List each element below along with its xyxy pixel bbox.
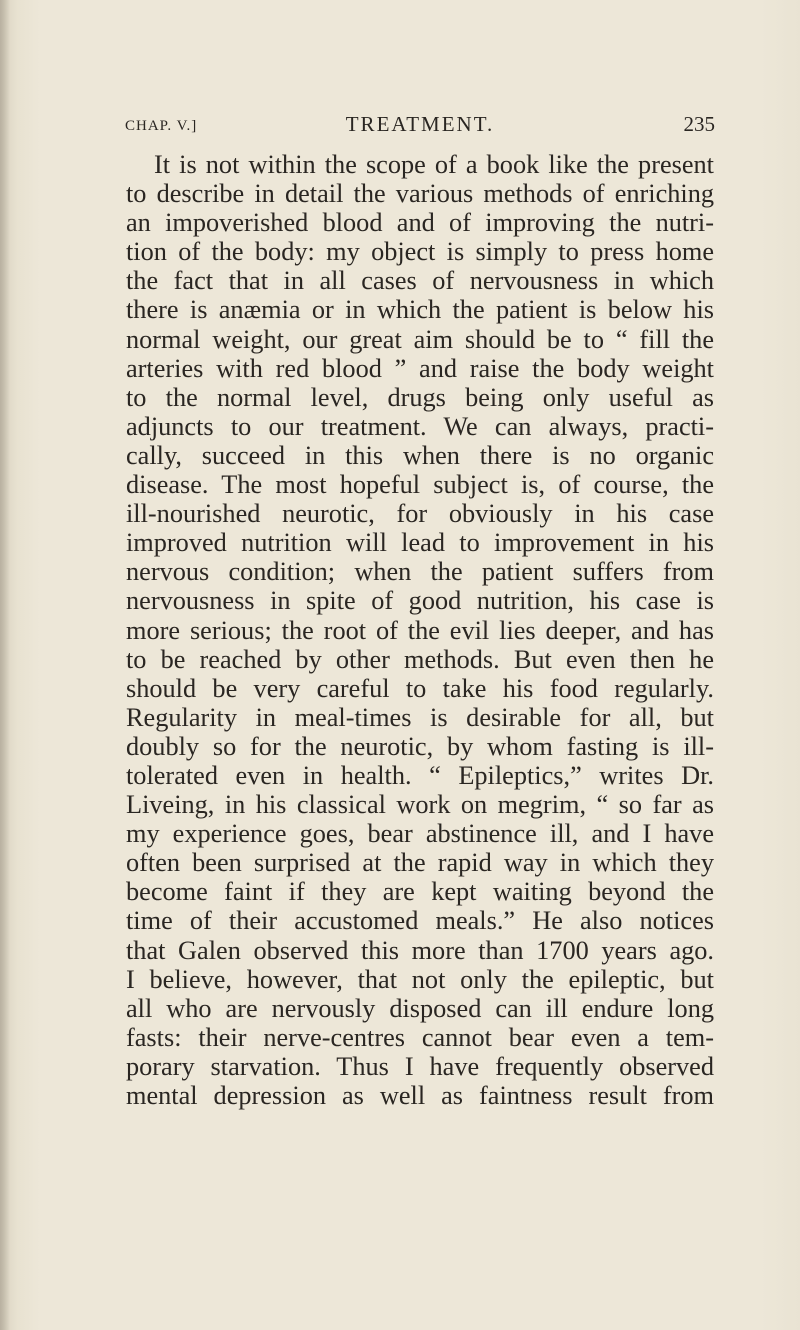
text-line: to be reached by other methods. But even then he bbox=[126, 644, 714, 674]
text-line: improved nutrition will lead to improvement in his bbox=[126, 528, 714, 558]
text-line: disease. The most hopeful subject is, of course, the bbox=[126, 470, 714, 500]
page-title: TREATMENT. bbox=[345, 112, 495, 136]
text-line: to describe in detail the various methods of enriching bbox=[126, 179, 714, 209]
text-line: ill-nourished neurotic, for obviously in his case bbox=[126, 499, 714, 529]
text-line: to the normal level, drugs being only useful as bbox=[126, 382, 714, 412]
text-line: normal weight, our great aim should be to “ fill the bbox=[126, 324, 714, 354]
text-line: become faint if they are kept waiting beyond the bbox=[126, 877, 714, 907]
text-line: doubly so for the neurotic, by whom fasting is ill- bbox=[126, 731, 714, 761]
text-line: arteries with red blood ” and raise the body weight bbox=[126, 353, 714, 383]
text-line: Liveing, in his classical work on megrim, “ so far as bbox=[126, 790, 714, 820]
text-line: time of their accustomed meals.” He also notices bbox=[126, 906, 714, 936]
text-line: all who are nervously disposed can ill endure long bbox=[126, 993, 714, 1023]
text-line: my experience goes, bear abstinence ill, and I have bbox=[126, 819, 714, 849]
text-line: mental depression as well as faintness result from bbox=[126, 1081, 714, 1110]
text-line: that Galen observed this more than 1700 years ago. bbox=[126, 935, 714, 965]
text-line: Regularity in meal-times is desirable for all, but bbox=[126, 702, 714, 732]
text-line: tion of the body: my object is simply to press home bbox=[126, 237, 714, 267]
text-line: adjuncts to our treatment. We can always, practi- bbox=[126, 411, 714, 441]
text-line: I believe, however, that not only the epileptic, but bbox=[126, 964, 714, 994]
text-line: nervous condition; when the patient suffers from bbox=[126, 557, 714, 587]
text-line: often been surprised at the rapid way in which they bbox=[126, 848, 714, 878]
text-line: cally, succeed in this when there is no organic bbox=[126, 440, 714, 470]
text-line: It is not within the scope of a book like the present bbox=[154, 150, 714, 179]
binding-shadow bbox=[0, 0, 10, 1330]
text-line: an impoverished blood and of improving the nutri- bbox=[126, 208, 714, 238]
page-number: 235 bbox=[683, 112, 715, 136]
body-paragraph bbox=[126, 150, 714, 1110]
text-line: more serious; the root of the evil lies deeper, and has bbox=[126, 615, 714, 645]
text-line: the fact that in all cases of nervousness in which bbox=[126, 266, 714, 296]
running-head bbox=[125, 112, 715, 142]
text-line: fasts: their nerve-centres cannot bear even a tem- bbox=[126, 1022, 714, 1052]
text-line: porary starvation. Thus I have frequently observed bbox=[126, 1051, 714, 1081]
chapter-label: CHAP. V.] bbox=[125, 118, 198, 134]
text-line: should be very careful to take his food regularly. bbox=[126, 673, 714, 703]
text-line: nervousness in spite of good nutrition, his case is bbox=[126, 586, 714, 616]
text-line: tolerated even in health. “ Epileptics,” writes Dr. bbox=[126, 760, 714, 790]
text-line: there is anæmia or in which the patient is below his bbox=[126, 295, 714, 325]
